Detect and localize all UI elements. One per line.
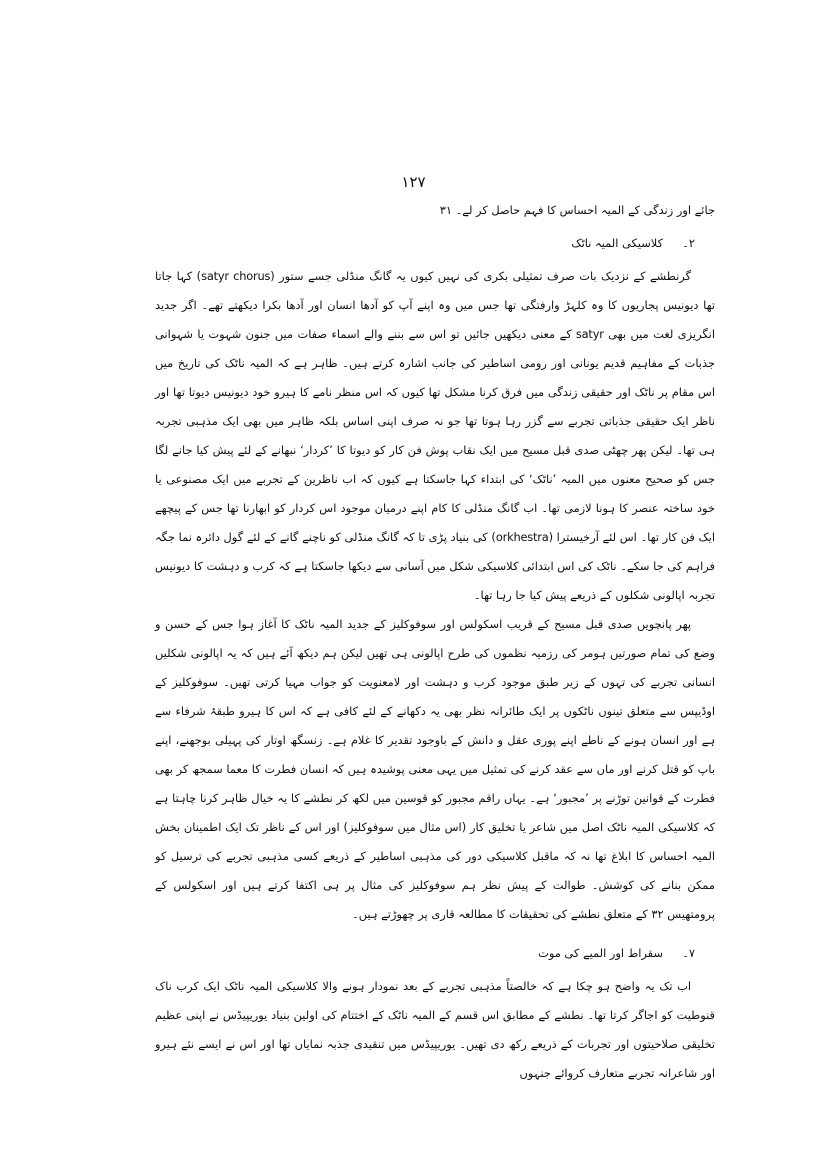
body-paragraph: پھر پانچویں صدی قبل مسیح کے قریب اسکولس اور سوفوکلیز کے جدید المیہ ناٹک کا آغاز ہوا جس کے حسن و وضع کی تمام صورتیں ہومر کی رزمیہ نظموں کی طرح اپالونی ہی تھیں لیکن ہم دیکھ آئے ہیں کہ یہ اپالونی شکلیں انسانی تجربے کی تہوں کے زیر طبق موجود کرب و دہشت اور لامعنویت کو جواب مہیا کرتی تھیں۔ سوفوکلیز کے اوڈیپس سے متعلق تینوں ناٹکوں پر ایک طائرانہ نظر بھی یہ دکھانے کے لئے کافی ہے کہ اس کا ہیرو طبقۂ شرفاء سے ہے اور انسان ہونے کے ناطے اپنے پوری عقل و دانش کے باوجود تقدیر کا غلام ہے۔ زنسگھ اوتار کی پہیلی بوجھنے، اپنے باپ کو قتل کرنے اور ماں سے عقد کرنے کی تمثیل میں یہی معنی پوشیدہ ہیں کہ انسان فطرت کا معما سمجھ کر بھی فطرت کے قوانین توڑنے پر ’مجبور‘ ہے۔ یہاں راقم مجبور کو قوسین میں لکھ کر نطشے کا یہ خیال ظاہر کرنا چاہتا ہے کہ کلاسیکی المیہ ناٹک اصل میں شاعر یا تخلیق کار (اس مثال میں سوفوکلیز) اور اس کے ناظر تک ایک اطمینان بخش المیہ احساس کا ابلاغ تھا نہ کہ ماقبل کلاسیکی دور کی مذہبی اساطیر کے ذریعے کسی مذہبی تجربے کی ترسیل کو ممکن بنانے کی کوشش۔ طوالت کے پیش نظر ہم سوفوکلیز کی مثال پر ہی اکتفا کرتے ہیں اور اسکولس کے پرومتھیس ۳۲ کے متعلق نطشے کی تحقیقات کا مطالعہ قاری پر چھوڑتے ہیں۔	[155, 617, 715, 921]
page-body	[155, 196, 715, 1088]
section-title: سقراط اور المیے کی موت	[538, 946, 663, 960]
body-paragraph: اب تک یہ واضح ہو چکا ہے کہ خالصتاً مذہبی تجربے کے بعد نمودار ہونے والا کلاسیکی المیہ ناٹک ایک کرب ناک قنوطیت کو اجاگر کرتا تھا۔ نطشے کے مطابق اس قسم کے المیہ ناٹک کے اختتام کی اولین بنیاد یوریپیڈس نے اپنی عظیم تخلیقی صلاحیتوں اور تجربات کے ذریعے رکھ دی تھیں۔ یوریپیڈس میں تنقیدی جذبہ نمایاں تھا اور اس نے ایسے نئے ہیرو اور شاعرانہ تجربے متعارف کروائے جنہوں	[155, 979, 715, 1080]
section-title: کلاسیکی المیہ ناٹک	[571, 236, 663, 250]
section-number: ۷۔	[682, 946, 695, 960]
paragraph-continuation: جائے اور زندگی کے المیہ احساس کا فہم حاصل کر لے۔ ۳۱	[439, 203, 715, 217]
section-heading-2	[155, 229, 715, 258]
section-heading-7	[155, 939, 715, 968]
section-number: ۲۔	[682, 236, 695, 250]
body-paragraph: گرنطشے کے نزدیک بات صرف تمثیلی بکری کی نہیں کیوں یہ گانگ منڈلی جسے ستور (satyr chorus) کہا جاتا تھا دیونیس پجاریوں کا وہ کلہڑ وارفتگی تھا جس میں وہ اپنے آپ کو آدھا انسان اور آدھا بکرا دیکھتے تھے۔ اگر جدید انگریزی لغت میں بھی satyr کے معنی دیکھیں جائیں تو اس سے بننے والے اسماء صفات میں جنون شہوت یا شہوانی جذبات کے مفاہیم قدیم یونانی اور رومی اساطیر کی جانب اشارہ کرتے ہیں۔ ظاہر ہے کہ المیہ ناٹک کی تاریخ میں اس مقام پر ناٹک اور حقیقی زندگی میں فرق کرنا مشکل تھا کیوں کہ اس منظر نامے کا ہیرو خود دیونیس دیوتا تھا اور ناظر ایک حقیقی جذباتی تجربے سے گزر رہا ہوتا تھا جو نہ صرف اپنی اساس بلکہ ظاہر میں بھی ایک مذہبی تجربہ ہی تھا۔ لیکن پھر چھٹی صدی قبل مسیح میں ایک نقاب پوش فن کار کو دیوتا کا ’کردار‘ نبھانے کے لئے پیش کیا جانے لگا جس کو صحیح معنوں میں المیہ ’ناٹک‘ کی ابتداء کہا جاسکتا ہے کیوں کہ اب ناظرین کے تجربے میں ایک مصنوعی یا خود ساختہ عنصر کا ہونا لازمی تھا۔ اب گانگ منڈلی کا کام اپنے درمیان موجود اس کردار کو ابھارنا تھا جس کے پیچھے ایک فن کار تھا۔ اس لئے آرخیسترا (orkhestra) کی بنیاد پڑی تا کہ گانگ منڈلی کو ناچنے گانے کے لئے گول دائرہ نما جگہ فراہم کی جا سکے۔ ناٹک کی اس ابتدائی کلاسیکی شکل میں آسانی سے دیکھا جاسکتا ہے کہ کرب و دہشت کا دیونیس تجربہ اپالونی شکلوں کے ذریعے پیش کیا جا رہا تھا۔	[155, 269, 716, 602]
page-number: ۱۲۷	[401, 173, 426, 191]
